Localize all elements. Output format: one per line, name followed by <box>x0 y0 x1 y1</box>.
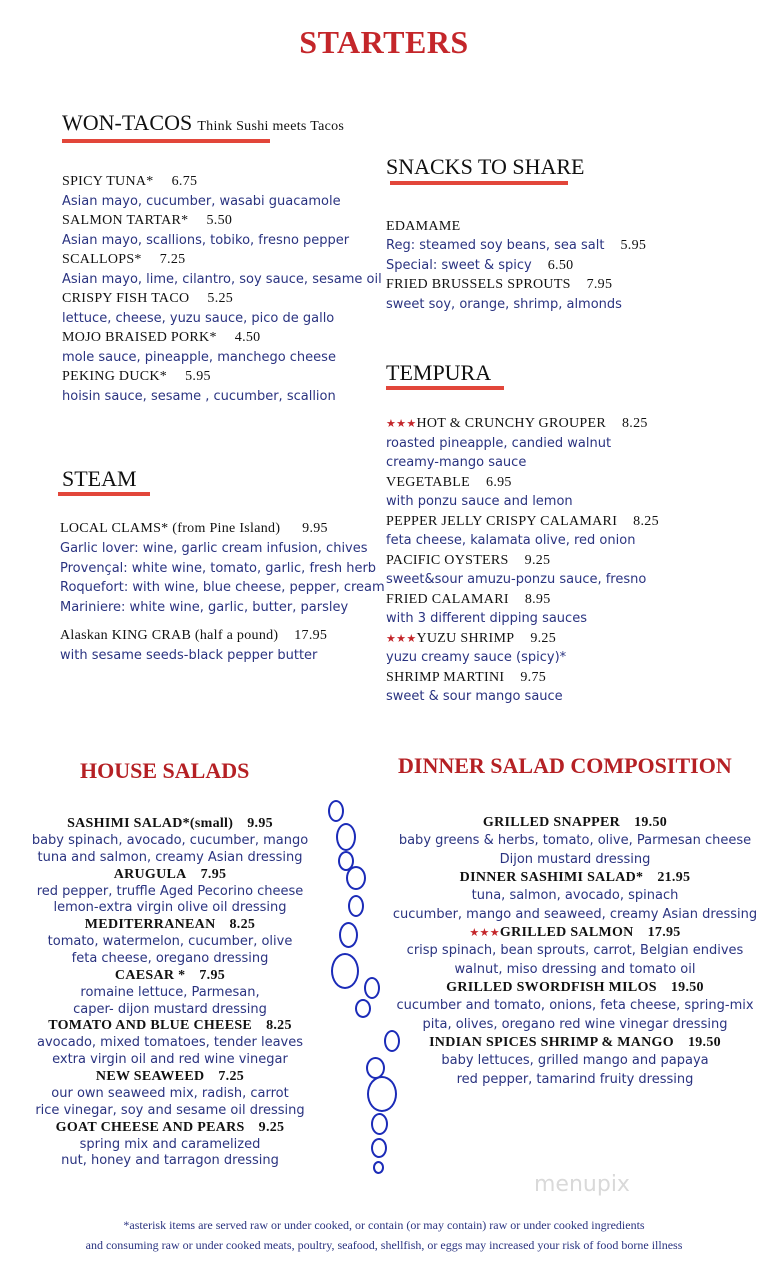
item-price: 5.25 <box>207 291 234 306</box>
item-price: 7.95 <box>199 967 226 983</box>
wontaco-item-name <box>62 369 211 385</box>
wontaco-item-desc: Asian mayo, scallions, tobiko, fresno pepper <box>62 233 350 248</box>
tempura-item-desc: yuzu creamy sauce (spicy)* <box>386 650 567 665</box>
dinner-salad-name <box>392 1035 758 1051</box>
bubble <box>355 999 371 1018</box>
item-label: INDIAN SPICES SHRIMP & MANGO <box>429 1035 674 1050</box>
wontaco-item-desc: mole sauce, pineapple, manchego cheese <box>62 350 336 365</box>
house-salad-desc: spring mix and caramelized <box>79 1136 261 1152</box>
bubble <box>373 1161 384 1174</box>
tempura-item-name <box>386 553 550 569</box>
wontaco-item-name <box>62 213 232 229</box>
tempura-item-name <box>386 416 648 432</box>
item-label: SALMON TARTAR* <box>62 213 189 228</box>
wontaco-item-name <box>62 330 260 346</box>
item-label: PACIFIC OYSTERS <box>386 552 509 568</box>
item-price: 9.25 <box>530 630 557 646</box>
dinner-salad-name <box>392 870 758 886</box>
option-price: 5.95 <box>620 238 647 253</box>
clams-option: Provençal: white wine, tomato, garlic, fresh herb <box>60 560 377 576</box>
item-label: CRISPY FISH TACO <box>62 291 190 306</box>
item-price: 5.95 <box>185 369 211 384</box>
clams-option: Roquefort: with wine, blue cheese, pepper, cream <box>60 580 385 595</box>
house-salad-desc: avocado, mixed tomatoes, tender leaves <box>36 1035 304 1051</box>
dinner-salad-desc: cucumber, mango and seaweed, creamy Asian dressing <box>392 906 758 922</box>
item-price: 8.25 <box>229 917 256 933</box>
bubble <box>367 1076 397 1112</box>
house-salad-name <box>20 867 320 883</box>
wontaco-item-desc: hoisin sauce, sesame , cucumber, scallion <box>62 389 336 404</box>
item-label: SPICY TUNA* <box>62 174 154 189</box>
brussels-desc: sweet soy, orange, shrimp, almonds <box>386 297 622 312</box>
item-label: MEDITERRANEAN <box>84 917 216 933</box>
bubble <box>346 866 366 890</box>
dinner-salads-title: DINNER SALAD COMPOSITION <box>398 753 732 778</box>
page-title: STARTERS <box>299 24 469 60</box>
item-label: FRIED CALAMARI <box>386 591 509 607</box>
house-salad-desc: extra virgin oil and red wine vinegar <box>52 1052 288 1068</box>
item-price: 7.25 <box>218 1069 245 1084</box>
edamame-option <box>386 238 646 254</box>
item-label: ARUGULA <box>113 866 187 882</box>
bubble <box>371 1138 387 1158</box>
footer-note-2: and consuming raw or under cooked meats, poultry, seafood, shellfish, or eggs may increased your risk of food borne illness <box>85 1238 683 1252</box>
bubble <box>336 823 356 851</box>
crab-price: 17.95 <box>294 628 328 643</box>
house-salad-desc: nut, honey and tarragon dressing <box>61 1153 279 1169</box>
dinner-salad-name <box>392 815 758 831</box>
edamame-label: EDAMAME <box>386 219 461 234</box>
item-price: 9.25 <box>258 1119 285 1135</box>
tempura-item-desc: sweet&sour amuzu-ponzu sauce, fresno <box>386 572 647 587</box>
item-label: GRILLED SALMON <box>499 925 634 940</box>
wontaco-item-desc: Asian mayo, cucumber, wasabi guacamole <box>62 194 341 209</box>
clams-option: Mariniere: white wine, garlic, butter, parsley <box>60 599 349 615</box>
item-price: 6.75 <box>171 174 198 189</box>
item-label: TOMATO AND BLUE CHEESE <box>48 1018 253 1034</box>
house-salad-desc: baby spinach, avocado, cucumber, mango <box>31 833 309 848</box>
stars-icon: ★★★ <box>469 927 500 939</box>
item-label: SCALLOPS* <box>62 252 142 267</box>
dinner-salad-name <box>392 925 758 941</box>
steam-title: STEAM <box>62 466 137 491</box>
item-price: 7.95 <box>200 866 227 882</box>
dinner-salad-desc: pita, olives, oregano red wine vinegar dressing <box>422 1016 728 1032</box>
tempura-item-name <box>386 475 512 491</box>
item-price: 8.25 <box>621 416 648 431</box>
clams-label: LOCAL CLAMS* (from Pine Island) <box>60 521 281 536</box>
item-price: 19.50 <box>670 980 704 995</box>
option-price: 6.50 <box>547 257 574 273</box>
bubble <box>384 1030 400 1052</box>
item-label: HOT & CRUNCHY GROUPER <box>416 416 606 431</box>
item-label: SHRIMP MARTINI <box>386 669 505 685</box>
tempura-item-desc: creamy-mango sauce <box>386 455 527 470</box>
option-text: Special: sweet & spicy <box>386 257 532 273</box>
dinner-salad-desc: red pepper, tamarind fruity dressing <box>456 1071 694 1087</box>
wontacos-underline <box>62 139 270 143</box>
dinner-salad-desc: baby lettuces, grilled mango and papaya <box>441 1053 709 1068</box>
dinner-salad-desc: crisp spinach, bean sprouts, carrot, Belgian endives <box>406 943 744 958</box>
crab-name <box>60 628 327 644</box>
item-price: 17.95 <box>647 925 681 940</box>
house-salads-title: HOUSE SALADS <box>80 758 250 783</box>
clams-name <box>60 521 328 537</box>
house-salad-desc: rice vinegar, soy and sesame oil dressing <box>35 1102 305 1118</box>
tempura-item-desc: with 3 different dipping sauces <box>386 611 587 626</box>
house-salad-name <box>20 968 320 984</box>
item-price: 8.95 <box>524 591 551 607</box>
dinner-salad-desc: tuna, salmon, avocado, spinach <box>471 888 679 903</box>
dinner-salad-desc: baby greens & herbs, tomato, olive, Parmesan cheese <box>398 833 752 848</box>
bubble <box>348 895 364 917</box>
bubble <box>364 977 380 999</box>
dinner-salad-desc: Dijon mustard dressing <box>499 851 651 867</box>
item-label: PEKING DUCK* <box>62 369 168 384</box>
stars-icon: ★★★ <box>386 418 417 430</box>
item-label: GRILLED SNAPPER <box>482 815 621 830</box>
tempura-item-name <box>386 514 659 530</box>
item-label: NEW SEAWEED <box>95 1069 205 1084</box>
stars-icon: ★★★ <box>386 632 417 645</box>
house-salad-name <box>20 917 320 933</box>
house-salad-desc: romaine lettuce, Parmesan, <box>80 984 260 1000</box>
item-price: 19.50 <box>687 1035 721 1050</box>
brussels-name <box>386 277 612 293</box>
wontaco-item-name <box>62 252 185 268</box>
snacks-underline <box>390 181 568 185</box>
clams-price: 9.95 <box>302 521 328 536</box>
dinner-salad-name <box>392 980 758 996</box>
item-price: 9.25 <box>524 552 551 568</box>
item-price: 5.50 <box>206 213 233 228</box>
item-label: DINNER SASHIMI SALAD* <box>459 870 644 885</box>
item-price: 9.75 <box>520 669 547 685</box>
footer-note-1: *asterisk items are served raw or under cooked, or contain (or may contain) raw or under cooked ingredients <box>123 1218 645 1232</box>
crab-label: Alaskan KING CRAB (half a pound) <box>60 628 279 643</box>
tempura-item-name <box>386 631 556 647</box>
house-salad-name <box>20 1018 320 1034</box>
item-price: 7.25 <box>159 252 186 267</box>
item-price: 9.95 <box>247 816 273 831</box>
house-salad-desc: lemon-extra virgin olive oil dressing <box>53 900 287 916</box>
wontaco-item-desc: lettuce, cheese, yuzu sauce, pico de gallo <box>62 311 335 326</box>
item-price: 4.50 <box>234 330 261 345</box>
house-salad-name <box>20 1120 320 1136</box>
item-label: SASHIMI SALAD*(small) <box>67 816 234 831</box>
item-price: 19.50 <box>634 815 668 830</box>
house-salad-desc: caper- dijon mustard dressing <box>73 1001 267 1017</box>
tempura-item-desc: feta cheese, kalamata olive, red onion <box>386 533 636 548</box>
tempura-item-desc: with ponzu sauce and lemon <box>386 494 573 509</box>
house-salad-desc: feta cheese, oregano dressing <box>71 951 269 966</box>
tempura-item-desc: sweet & sour mango sauce <box>386 689 563 704</box>
item-price: 21.95 <box>657 870 691 885</box>
house-salad-name <box>20 1069 320 1085</box>
tempura-item-name <box>386 592 551 608</box>
house-salad-desc: tuna and salmon, creamy Asian dressing <box>37 849 303 865</box>
wontacos-title: WON-TACOS <box>62 110 193 135</box>
item-price: 8.25 <box>633 513 659 529</box>
brussels-price: 7.95 <box>586 277 613 292</box>
crab-desc: with sesame seeds-black pepper butter <box>60 648 318 663</box>
watermark-logo: menupix <box>534 1172 630 1197</box>
wontaco-item-desc: Asian mayo, lime, cilantro, soy sauce, sesame oil <box>62 272 382 287</box>
item-label: GRILLED SWORDFISH MILOS <box>446 980 657 995</box>
wontacos-subtitle: Think Sushi meets Tacos <box>197 119 345 134</box>
house-salad-name <box>20 816 320 832</box>
snacks-title: SNACKS TO SHARE <box>386 154 585 179</box>
dinner-salad-desc: walnut, miso dressing and tomato oil <box>454 961 696 977</box>
wontaco-item-name <box>62 174 197 190</box>
item-price: 8.25 <box>266 1018 292 1034</box>
tempura-item-name <box>386 670 546 686</box>
bubble <box>331 953 359 989</box>
brussels-label: FRIED BRUSSELS SPROUTS <box>386 277 571 292</box>
bubble <box>339 922 358 948</box>
item-label: VEGETABLE <box>386 474 471 490</box>
tempura-underline <box>386 386 504 390</box>
edamame-option <box>386 258 573 274</box>
tempura-title: TEMPURA <box>386 360 492 385</box>
dinner-salad-desc: cucumber and tomato, onions, feta cheese, spring-mix <box>396 998 754 1013</box>
item-label: YUZU SHRIMP <box>416 630 515 646</box>
house-salad-desc: red pepper, truffle Aged Pecorino cheese <box>36 883 304 899</box>
steam-underline <box>58 492 150 496</box>
item-label: PEPPER JELLY CRISPY CALAMARI <box>386 513 618 529</box>
item-label: CAESAR * <box>114 967 186 983</box>
option-text: Reg: steamed soy beans, sea salt <box>386 238 605 253</box>
tempura-item-desc: roasted pineapple, candied walnut <box>386 435 612 451</box>
item-label: MOJO BRAISED PORK* <box>62 330 217 345</box>
house-salad-desc: our own seaweed mix, radish, carrot <box>51 1086 289 1101</box>
bubble <box>328 800 344 822</box>
wontacos-section <box>62 110 344 136</box>
item-price: 6.95 <box>486 474 512 490</box>
clams-option: Garlic lover: wine, garlic cream infusion, chives <box>60 541 368 556</box>
bubble <box>371 1113 388 1135</box>
item-label: GOAT CHEESE AND PEARS <box>55 1119 245 1135</box>
wontaco-item-name <box>62 291 233 307</box>
house-salad-desc: tomato, watermelon, cucumber, olive <box>47 934 293 950</box>
